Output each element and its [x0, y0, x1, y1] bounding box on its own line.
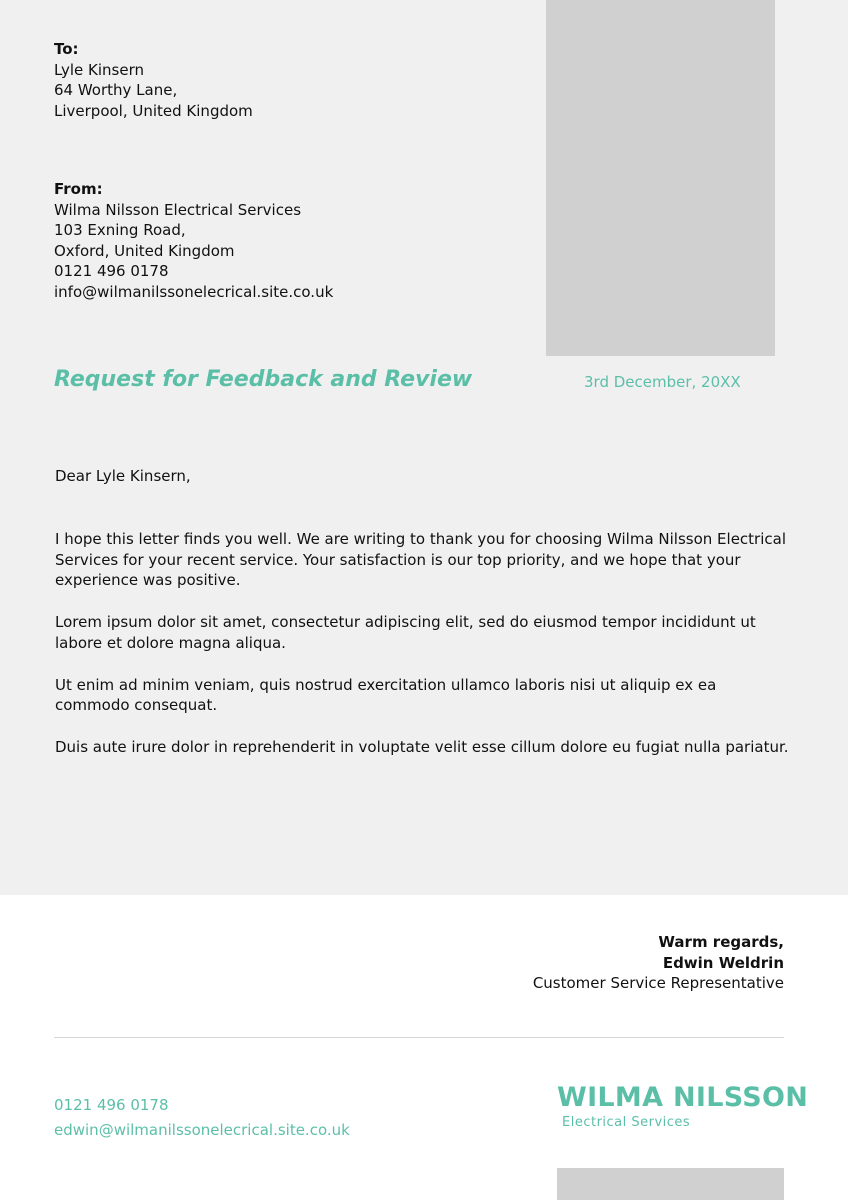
- recipient-address: [54, 39, 253, 121]
- signoff-name: Edwin Weldrin: [662, 953, 784, 972]
- salutation: Dear Lyle Kinsern,: [55, 467, 191, 485]
- sender-email: info@wilmanilssonelecrical.site.co.uk: [54, 282, 334, 301]
- sender-city: Oxford, United Kingdom: [54, 241, 235, 260]
- footer-divider: [54, 1037, 784, 1038]
- image-placeholder: [546, 0, 775, 356]
- sender-company: Wilma Nilsson Electrical Services: [54, 200, 302, 219]
- signoff-role: Customer Service Representative: [532, 974, 784, 993]
- sender-address: [54, 179, 333, 302]
- body-paragraph: I hope this letter finds you well. We are writing to thank you for choosing Wilma Nilsson Electrical Services for your recent service. Your satisfaction is our top priority, and we hope that your experience was positive.: [55, 530, 787, 590]
- letter-title: Request for Feedback and Review: [54, 367, 473, 392]
- brand-subtitle: Electrical Services: [562, 1115, 691, 1130]
- letter-date: 3rd December, 20XX: [584, 373, 741, 391]
- footer-phone: 0121 496 0178: [54, 1096, 169, 1114]
- footer-contact: [54, 1093, 350, 1143]
- signoff-closing: Warm regards,: [658, 933, 784, 951]
- body-paragraph: Ut enim ad minim veniam, quis nostrud exercitation ullamco laboris nisi ut aliquip ex ea commodo consequat.: [55, 675, 717, 715]
- recipient-label: To:: [54, 40, 79, 58]
- sender-label: From:: [54, 180, 103, 198]
- footer-email: edwin@wilmanilssonelecrical.site.co.uk: [54, 1121, 350, 1139]
- brand-name: WILMA NILSSON: [557, 1082, 809, 1113]
- signoff: [533, 932, 784, 994]
- sender-phone: 0121 496 0178: [54, 262, 169, 280]
- footer-image-placeholder: [557, 1168, 784, 1200]
- brand-logo: [557, 1081, 809, 1130]
- body-paragraph: Lorem ipsum dolor sit amet, consectetur adipiscing elit, sed do eiusmod tempor incididunt ut labore et dolore magna aliqua.: [55, 613, 756, 652]
- recipient-name: Lyle Kinsern: [54, 60, 144, 79]
- recipient-city: Liverpool, United Kingdom: [54, 101, 253, 120]
- body-paragraph: Duis aute irure dolor in reprehenderit in voluptate velit esse cillum dolore eu fugiat nulla pariatur.: [55, 737, 789, 756]
- recipient-street: 64 Worthy Lane,: [54, 81, 178, 99]
- sender-street: 103 Exning Road,: [54, 221, 186, 239]
- letter-body: [55, 529, 790, 779]
